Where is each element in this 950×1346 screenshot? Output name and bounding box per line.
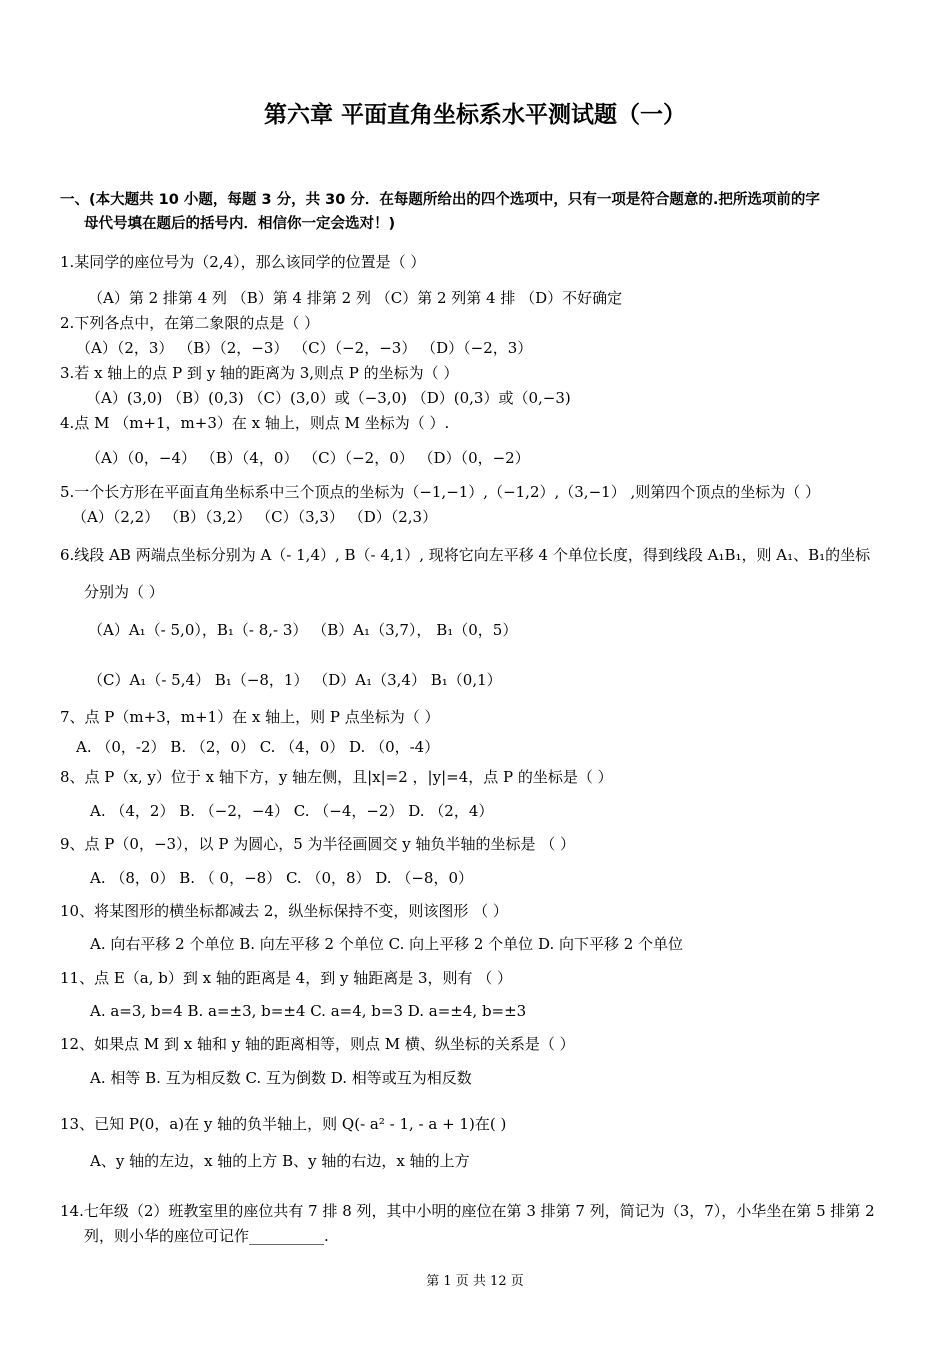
section-instruction-line2: 母代号填在题后的括号内．相信你一定会选对！) xyxy=(84,216,396,232)
question-7: 7、点 P（m+3，m+1）在 x 轴上，则 P 点坐标为（ ） xyxy=(60,708,440,726)
question-9: 9、点 P（0，−3），以 P 为圆心，5 为半径画圆交 y 轴负半轴的坐标是 （ ） xyxy=(60,835,576,853)
question-6-options-ab: （A）A₁（- 5,0），B₁（- 8,- 3） （B）A₁（3,7）， B₁（0，5） xyxy=(88,621,518,639)
question-4: 4.点 M （m+1，m+3）在 x 轴上，则点 M 坐标为（ ）. xyxy=(60,414,450,432)
question-4-options: （A）（0，−4） （B）（4，0） （C）（−2，0） （D）（0，−2） xyxy=(86,449,530,467)
question-6-line2: 分别为（ ） xyxy=(84,583,164,601)
question-6-options-cd: （C）A₁（- 5,4） B₁（−8，1） （D）A₁（3,4） B₁（0,1） xyxy=(88,671,502,689)
question-6: 6.线段 AB 两端点坐标分别为 A（- 1,4）, B（- 4,1）, 现将它向左平移 4 个单位长度，得到线段 A₁B₁，则 A₁、B₁的坐标 xyxy=(60,546,871,564)
question-8-options: A. （4，2） B. （−2，−4） C. （−4，−2） D. （2，4） xyxy=(90,802,494,820)
section-instruction-line1: 一、(本大题共 10 小题，每题 3 分，共 30 分．在每题所给出的四个选项中，只有一项是符合题意的.把所选项前的字 xyxy=(60,192,820,208)
question-13: 13、已知 P(0，a)在 y 轴的负半轴上，则 Q(- a² - 1, - a + 1)在( ) xyxy=(60,1115,507,1133)
question-9-options: A. （8，0） B. （ 0，−8） C. （0，8） D. （−8，0） xyxy=(90,869,473,887)
question-5: 5.一个长方形在平面直角坐标系中三个顶点的坐标为（−1,−1）,（−1,2）,（3,−1） ,则第四个顶点的坐标为（ ） xyxy=(60,483,820,501)
question-11: 11、点 E（a, b）到 x 轴的距离是 4，到 y 轴距离是 3，则有 （ ） xyxy=(60,969,513,987)
question-7-options: A. （0，-2） B. （2，0） C. （4，0） D. （0，-4） xyxy=(76,738,440,756)
question-14-line2: 列，则小华的座位可记作__________. xyxy=(84,1227,329,1245)
question-3-options: （A）(3,0) （B）(0,3) （C）(3,0）或（−3,0) （D）(0,3）或（0,−3) xyxy=(86,389,571,407)
page-title: 第六章 平面直角坐标系水平测试题（一） xyxy=(263,102,686,128)
question-10: 10、将某图形的横坐标都减去 2，纵坐标保持不变，则该图形 （ ） xyxy=(60,902,508,920)
question-1-options: （A）第 2 排第 4 列 （B）第 4 排第 2 列 （C）第 2 列第 4 排 （D）不好确定 xyxy=(88,289,623,307)
question-10-options: A. 向右平移 2 个单位 B. 向左平移 2 个单位 C. 向上平移 2 个单位 D. 向下平移 2 个单位 xyxy=(90,935,684,953)
page-footer: 第 1 页 共 12 页 xyxy=(426,1274,524,1289)
question-12: 12、如果点 M 到 x 轴和 y 轴的距离相等，则点 M 横、纵坐标的关系是（ ） xyxy=(60,1035,575,1053)
question-5-options: （A）（2,2） （B）（3,2） （C）（3,3） （D）（2,3） xyxy=(72,508,438,526)
question-2-options: （A）（2，3） （B）（2，−3） （C）（−2，−3） （D）（−2，3） xyxy=(76,339,533,357)
question-14: 14.七年级（2）班教室里的座位共有 7 排 8 列，其中小明的座位在第 3 排第 7 列，简记为（3，7），小华坐在第 5 排第 2 xyxy=(60,1202,875,1220)
question-8: 8、点 P（x, y）位于 x 轴下方，y 轴左侧，且|x|=2 ，|y|=4，点 P 的坐标是（ ） xyxy=(60,768,613,786)
question-11-options: A. a=3, b=4 B. a=±3, b=±4 C. a=4, b=3 D. a=±4, b=±3 xyxy=(90,1002,527,1020)
question-2: 2.下列各点中，在第二象限的点是（ ） xyxy=(60,314,320,332)
question-3: 3.若 x 轴上的点 P 到 y 轴的距离为 3,则点 P 的坐标为（ ） xyxy=(60,364,459,382)
question-12-options: A. 相等 B. 互为相反数 C. 互为倒数 D. 相等或互为相反数 xyxy=(90,1069,472,1087)
question-13-options: A、y 轴的左边，x 轴的上方 B、y 轴的右边，x 轴的上方 xyxy=(90,1152,470,1170)
question-1: 1.某同学的座位号为（2,4），那么该同学的位置是（ ） xyxy=(60,253,426,271)
